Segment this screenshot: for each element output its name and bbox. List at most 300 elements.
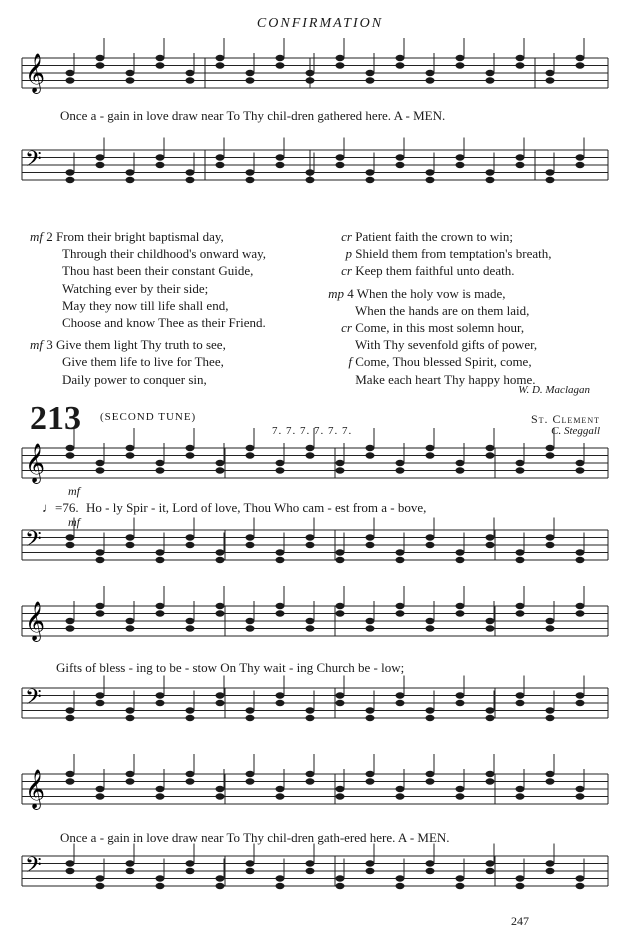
note-head	[426, 618, 435, 624]
note-head	[306, 169, 315, 175]
note-head	[456, 549, 465, 555]
note-head	[276, 875, 285, 881]
note-head	[186, 868, 195, 874]
note-head	[276, 55, 285, 61]
note-head	[276, 692, 285, 698]
note-head	[66, 70, 75, 76]
note-head	[366, 860, 375, 866]
note-head	[126, 445, 135, 451]
note-head	[246, 860, 255, 866]
note-head	[126, 625, 135, 631]
note-head	[516, 875, 525, 881]
note-head	[486, 70, 495, 76]
note-head	[66, 542, 75, 548]
note-head	[336, 467, 345, 473]
note-head	[246, 715, 255, 721]
note-head	[96, 700, 105, 706]
note-head	[576, 700, 585, 706]
verse-2-line-5: May they now till life shall end,	[62, 297, 229, 313]
note-head	[126, 771, 135, 777]
note-head	[306, 715, 315, 721]
note-head	[456, 154, 465, 160]
treble-clef-icon: 𝄞	[25, 601, 46, 641]
first-tune-lyrics: Once a - gain in love draw near To Thy chil-dren gathered here. A - MEN.	[60, 108, 446, 123]
verse-3-line-1: mf 3 Give them light Thy truth to see,	[30, 337, 226, 353]
note-head	[306, 445, 315, 451]
note-head	[576, 55, 585, 61]
note-head	[456, 875, 465, 881]
bass-clef-icon: 𝄢	[25, 685, 42, 715]
note-head	[576, 610, 585, 616]
note-head	[336, 793, 345, 799]
note-head	[186, 169, 195, 175]
note-head	[96, 883, 105, 889]
note-head	[516, 700, 525, 706]
note-head	[216, 700, 225, 706]
note-head	[156, 793, 165, 799]
note-head	[546, 77, 555, 83]
note-head	[246, 70, 255, 76]
note-head	[516, 557, 525, 563]
note-head	[546, 625, 555, 631]
note-head	[576, 603, 585, 609]
note-head	[216, 786, 225, 792]
note-head	[486, 715, 495, 721]
note-head	[186, 534, 195, 540]
note-head	[336, 692, 345, 698]
note-head	[246, 868, 255, 874]
dynamic-mark-bass: mf	[68, 515, 80, 529]
note-head	[516, 549, 525, 555]
note-head	[546, 618, 555, 624]
note-head	[546, 452, 555, 458]
note-head	[486, 445, 495, 451]
note-head	[426, 542, 435, 548]
note-head	[516, 154, 525, 160]
verses-right	[322, 228, 551, 388]
note-head	[486, 860, 495, 866]
note-head	[126, 868, 135, 874]
verse-2-line-2: Through their childhood's onward way,	[62, 246, 267, 262]
treble-clef-icon: 𝄞	[25, 53, 46, 93]
note-head	[306, 707, 315, 713]
note-head	[156, 786, 165, 792]
note-head	[576, 883, 585, 889]
tempo-mark: ♩=76.	[42, 500, 79, 515]
note-head	[366, 534, 375, 540]
note-head	[276, 793, 285, 799]
note-head	[426, 868, 435, 874]
note-head	[486, 534, 495, 540]
verse-3-line-2: Give them life to live for Thee,	[62, 354, 224, 370]
note-head	[186, 625, 195, 631]
note-head	[396, 875, 405, 881]
note-head	[306, 70, 315, 76]
note-head	[66, 452, 75, 458]
note-head	[396, 692, 405, 698]
note-head	[486, 771, 495, 777]
note-head	[456, 786, 465, 792]
note-head	[246, 542, 255, 548]
note-head	[306, 452, 315, 458]
verse-2-line-4: Watching ever by their side;	[62, 280, 209, 296]
note-head	[156, 603, 165, 609]
note-head	[246, 778, 255, 784]
note-head	[186, 618, 195, 624]
verse-4-line-1: mp 4 When the holy vow is made,	[328, 285, 506, 301]
note-head	[396, 883, 405, 889]
note-head	[516, 883, 525, 889]
note-head	[546, 715, 555, 721]
note-head	[426, 77, 435, 83]
note-head	[186, 177, 195, 183]
note-head	[276, 610, 285, 616]
note-head	[246, 77, 255, 83]
note-head	[516, 793, 525, 799]
note-head	[306, 778, 315, 784]
note-head	[516, 55, 525, 61]
note-head	[426, 70, 435, 76]
note-head	[546, 542, 555, 548]
note-head	[216, 793, 225, 799]
note-head	[156, 692, 165, 698]
note-head	[126, 77, 135, 83]
note-head	[66, 177, 75, 183]
verse-2-line-3: Thou hast been their constant Guide,	[62, 263, 254, 279]
note-head	[66, 618, 75, 624]
note-head	[276, 700, 285, 706]
note-head	[216, 62, 225, 68]
note-head	[156, 875, 165, 881]
hymn-subtitle: (SECOND TUNE)	[100, 411, 197, 423]
verses-left	[30, 228, 266, 388]
verse-right-line-1: cr Patient faith the crown to win;	[341, 229, 514, 244]
note-head	[66, 169, 75, 175]
note-head	[546, 445, 555, 451]
note-head	[306, 625, 315, 631]
note-head	[336, 55, 345, 61]
note-head	[396, 549, 405, 555]
note-head	[426, 860, 435, 866]
verse-2-line-1: mf 2 From their bright baptismal day,	[30, 229, 224, 244]
note-head	[306, 542, 315, 548]
note-head	[96, 62, 105, 68]
note-head	[66, 778, 75, 784]
note-head	[546, 868, 555, 874]
note-head	[66, 715, 75, 721]
note-head	[336, 700, 345, 706]
note-head	[126, 169, 135, 175]
note-head	[186, 778, 195, 784]
note-head	[66, 707, 75, 713]
note-head	[246, 618, 255, 624]
note-head	[456, 62, 465, 68]
note-head	[96, 875, 105, 881]
note-head	[306, 77, 315, 83]
note-head	[126, 534, 135, 540]
note-head	[576, 786, 585, 792]
note-head	[336, 883, 345, 889]
note-head	[276, 154, 285, 160]
note-head	[186, 70, 195, 76]
note-head	[576, 467, 585, 473]
note-head	[216, 603, 225, 609]
note-head	[396, 557, 405, 563]
bass-clef-icon: 𝄢	[25, 853, 42, 883]
note-head	[306, 618, 315, 624]
note-head	[456, 162, 465, 168]
note-head	[156, 467, 165, 473]
note-head	[426, 715, 435, 721]
note-head	[306, 177, 315, 183]
note-head	[96, 162, 105, 168]
note-head	[246, 625, 255, 631]
note-head	[156, 549, 165, 555]
verse-right-line-2: p Shield them from temptation's breath,	[345, 246, 552, 262]
note-head	[426, 778, 435, 784]
composer: C. Steggall	[551, 425, 600, 437]
note-head	[276, 786, 285, 792]
note-head	[396, 162, 405, 168]
note-head	[216, 467, 225, 473]
note-head	[576, 162, 585, 168]
note-head	[216, 460, 225, 466]
note-head	[366, 778, 375, 784]
note-head	[276, 467, 285, 473]
note-head	[546, 778, 555, 784]
note-head	[486, 542, 495, 548]
note-head	[396, 467, 405, 473]
note-head	[396, 610, 405, 616]
note-head	[156, 55, 165, 61]
note-head	[396, 603, 405, 609]
note-head	[366, 542, 375, 548]
note-head	[426, 707, 435, 713]
note-head	[516, 62, 525, 68]
note-head	[156, 610, 165, 616]
note-head	[66, 534, 75, 540]
note-head	[96, 610, 105, 616]
note-head	[246, 534, 255, 540]
note-head	[456, 700, 465, 706]
note-head	[126, 618, 135, 624]
note-head	[336, 610, 345, 616]
note-head	[216, 549, 225, 555]
note-head	[216, 55, 225, 61]
verse-4-line-2: When the hands are on them laid,	[355, 302, 530, 318]
note-head	[516, 467, 525, 473]
note-head	[96, 603, 105, 609]
note-head	[516, 610, 525, 616]
note-head	[486, 868, 495, 874]
verse-4-line-4: With Thy sevenfold gifts of power,	[355, 337, 538, 353]
note-head	[486, 177, 495, 183]
note-head	[456, 883, 465, 889]
note-head	[186, 445, 195, 451]
note-head	[516, 162, 525, 168]
note-head	[246, 707, 255, 713]
note-head	[336, 460, 345, 466]
note-head	[426, 177, 435, 183]
note-head	[396, 700, 405, 706]
note-head	[546, 177, 555, 183]
note-head	[216, 162, 225, 168]
note-head	[396, 460, 405, 466]
note-head	[186, 452, 195, 458]
note-head	[486, 169, 495, 175]
treble-clef-icon: 𝄞	[25, 769, 46, 809]
note-head	[246, 169, 255, 175]
note-head	[426, 625, 435, 631]
note-head	[156, 154, 165, 160]
note-head	[486, 77, 495, 83]
note-head	[216, 154, 225, 160]
note-head	[396, 786, 405, 792]
note-head	[276, 162, 285, 168]
note-head	[366, 169, 375, 175]
note-head	[366, 625, 375, 631]
verse-4-line-5: f Come, Thou blessed Spirit, come,	[348, 354, 532, 370]
hymn-meter: 7. 7. 7. 7. 7. 7.	[272, 425, 353, 437]
note-head	[516, 786, 525, 792]
note-head	[276, 557, 285, 563]
note-head	[426, 169, 435, 175]
note-head	[366, 771, 375, 777]
note-head	[306, 868, 315, 874]
note-head	[486, 707, 495, 713]
note-head	[186, 771, 195, 777]
note-head	[186, 715, 195, 721]
note-head	[66, 860, 75, 866]
note-head	[126, 177, 135, 183]
note-head	[576, 692, 585, 698]
note-head	[66, 771, 75, 777]
note-head	[96, 692, 105, 698]
note-head	[276, 603, 285, 609]
note-head	[126, 715, 135, 721]
note-head	[216, 610, 225, 616]
note-head	[576, 62, 585, 68]
note-head	[456, 467, 465, 473]
note-head	[516, 603, 525, 609]
note-head	[366, 452, 375, 458]
note-head	[96, 460, 105, 466]
note-head	[546, 771, 555, 777]
dynamic-mark-treble: mf	[68, 484, 80, 498]
note-head	[96, 786, 105, 792]
note-head	[426, 452, 435, 458]
note-head	[246, 445, 255, 451]
note-head	[336, 557, 345, 563]
note-head	[126, 707, 135, 713]
note-head	[336, 154, 345, 160]
page-number: 247	[511, 914, 529, 928]
note-head	[576, 875, 585, 881]
note-head	[126, 70, 135, 76]
note-head	[426, 445, 435, 451]
note-head	[516, 692, 525, 698]
note-head	[306, 771, 315, 777]
note-head	[246, 771, 255, 777]
note-head	[456, 460, 465, 466]
bass-clef-icon: 𝄢	[25, 527, 42, 557]
note-head	[186, 707, 195, 713]
page-header: CONFIRMATION	[256, 16, 384, 31]
note-head	[246, 452, 255, 458]
note-head	[66, 868, 75, 874]
note-head	[216, 692, 225, 698]
verse-right-line-3: cr Keep them faithful unto death.	[341, 263, 515, 279]
note-head	[396, 55, 405, 61]
note-head	[546, 534, 555, 540]
note-head	[336, 549, 345, 555]
hymn-author: W. D. Maclagan	[518, 384, 590, 396]
verse-3-line-3: Daily power to conquer sin,	[62, 371, 207, 387]
note-head	[576, 549, 585, 555]
note-head	[576, 460, 585, 466]
note-head	[486, 452, 495, 458]
note-head	[486, 618, 495, 624]
note-head	[156, 162, 165, 168]
note-head	[186, 542, 195, 548]
note-head	[366, 77, 375, 83]
note-head	[156, 700, 165, 706]
note-head	[396, 62, 405, 68]
note-head	[576, 793, 585, 799]
note-head	[66, 625, 75, 631]
note-head	[96, 549, 105, 555]
note-head	[366, 70, 375, 76]
note-head	[276, 62, 285, 68]
verse-4-line-3: cr Come, in this most solemn hour,	[341, 320, 525, 336]
note-head	[276, 883, 285, 889]
note-head	[396, 793, 405, 799]
note-head	[546, 707, 555, 713]
note-head	[366, 868, 375, 874]
note-head	[456, 610, 465, 616]
note-head	[486, 625, 495, 631]
note-head	[216, 883, 225, 889]
note-head	[336, 62, 345, 68]
note-head	[126, 778, 135, 784]
note-head	[366, 715, 375, 721]
note-head	[516, 460, 525, 466]
note-head	[426, 534, 435, 540]
note-head	[156, 460, 165, 466]
note-head	[426, 771, 435, 777]
note-head	[186, 860, 195, 866]
note-head	[246, 177, 255, 183]
note-head	[66, 445, 75, 451]
note-head	[216, 875, 225, 881]
note-head	[366, 177, 375, 183]
note-head	[96, 55, 105, 61]
note-head	[306, 860, 315, 866]
hymn-lyrics-line-3: Once a - gain in love draw near To Thy chil-dren gath-ered here. A - MEN.	[60, 830, 450, 845]
note-head	[366, 618, 375, 624]
note-head	[576, 557, 585, 563]
note-head	[126, 452, 135, 458]
note-head	[336, 162, 345, 168]
note-head	[456, 692, 465, 698]
note-head	[546, 169, 555, 175]
note-head	[96, 793, 105, 799]
note-head	[96, 154, 105, 160]
note-head	[156, 557, 165, 563]
note-head	[66, 77, 75, 83]
note-head	[576, 154, 585, 160]
note-head	[306, 534, 315, 540]
